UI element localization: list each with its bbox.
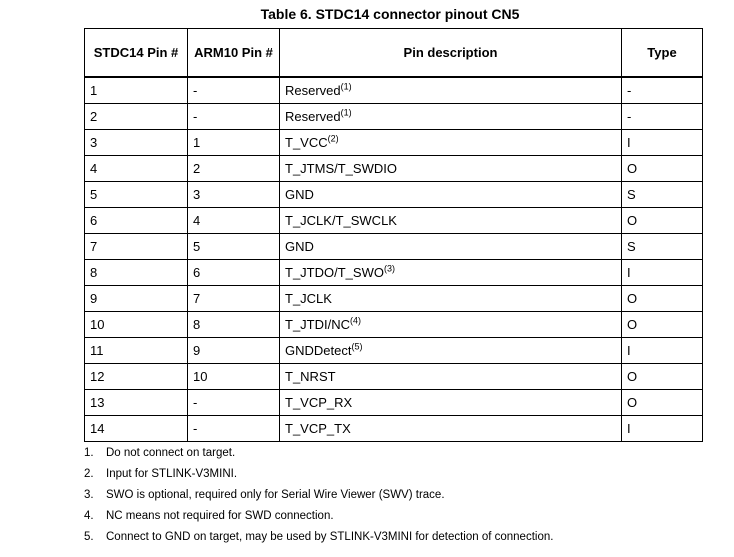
cell-arm10-pin: 10: [188, 364, 280, 390]
cell-pin-description: [280, 208, 622, 234]
pin-description-text: T_JTMS/T_SWDIO: [285, 160, 397, 176]
cell-stdc14-pin: 6: [85, 208, 188, 234]
pin-description-text: T_NRST: [285, 368, 336, 384]
cell-type: I: [622, 130, 703, 156]
cell-pin-description: [280, 156, 622, 182]
pin-description-text: T_JTDI/NC: [285, 316, 350, 332]
cell-type: O: [622, 208, 703, 234]
cell-pin-description: [280, 104, 622, 130]
cell-pin-description: [280, 130, 622, 156]
table-row: [85, 260, 703, 286]
table-row: [85, 208, 703, 234]
table-row: [85, 286, 703, 312]
cell-pin-description: [280, 338, 622, 364]
footnote-ref: (1): [340, 107, 352, 118]
cell-type: S: [622, 182, 703, 208]
pin-description-text: T_JCLK: [285, 290, 332, 306]
header-pin-description: Pin description: [280, 29, 622, 78]
table-row: [85, 234, 703, 260]
footnote-item: [84, 466, 553, 487]
cell-stdc14-pin: 8: [85, 260, 188, 286]
pin-description-text: T_JCLK/T_SWCLK: [285, 212, 397, 228]
cell-stdc14-pin: 4: [85, 156, 188, 182]
cell-type: O: [622, 312, 703, 338]
table-row: [85, 390, 703, 416]
cell-arm10-pin: 3: [188, 182, 280, 208]
footnote-text: Do not connect on target.: [106, 447, 236, 459]
cell-type: O: [622, 156, 703, 182]
footnote-number: 4.: [84, 510, 94, 522]
footnote-text: Input for STLINK-V3MINI.: [106, 468, 238, 480]
footnote-ref: (5): [351, 341, 363, 352]
cell-type: -: [622, 104, 703, 130]
cell-pin-description: [280, 286, 622, 312]
pin-description-text: T_VCC: [285, 134, 328, 150]
cell-pin-description: [280, 312, 622, 338]
footnote-item: [84, 529, 553, 550]
cell-pin-description: [280, 416, 622, 442]
cell-pin-description: [280, 77, 622, 104]
pin-description-text: GND: [285, 238, 314, 254]
cell-arm10-pin: 1: [188, 130, 280, 156]
cell-arm10-pin: 6: [188, 260, 280, 286]
footnote-text: SWO is optional, required only for Serial Wire Viewer (SWV) trace.: [106, 489, 445, 501]
cell-type: I: [622, 416, 703, 442]
cell-stdc14-pin: 12: [85, 364, 188, 390]
footnote-ref: (3): [383, 263, 395, 274]
cell-stdc14-pin: 5: [85, 182, 188, 208]
pinout-table-body: [85, 77, 703, 442]
cell-type: O: [622, 390, 703, 416]
cell-type: I: [622, 338, 703, 364]
pin-description-text: Reserved: [285, 82, 341, 98]
table-row: [85, 130, 703, 156]
footnote-item: [84, 445, 553, 466]
cell-arm10-pin: -: [188, 77, 280, 104]
pin-description-text: T_JTDO/T_SWO: [285, 264, 384, 280]
table-row: [85, 312, 703, 338]
cell-type: O: [622, 286, 703, 312]
pin-description-text: T_VCP_RX: [285, 394, 353, 410]
cell-arm10-pin: 9: [188, 338, 280, 364]
cell-arm10-pin: 8: [188, 312, 280, 338]
cell-type: I: [622, 260, 703, 286]
table-footnotes: [84, 445, 553, 550]
footnote-ref: (1): [340, 81, 352, 92]
cell-stdc14-pin: 14: [85, 416, 188, 442]
cell-arm10-pin: 2: [188, 156, 280, 182]
footnote-number: 2.: [84, 468, 94, 480]
cell-arm10-pin: -: [188, 104, 280, 130]
header-stdc14-pin: STDC14 Pin #: [85, 29, 188, 78]
cell-type: S: [622, 234, 703, 260]
footnote-number: 3.: [84, 489, 94, 501]
table-caption: Table 6. STDC14 connector pinout CN5: [260, 6, 520, 22]
table-header-row: [85, 29, 703, 78]
table-row: [85, 338, 703, 364]
footnote-ref: (2): [327, 133, 339, 144]
cell-stdc14-pin: 10: [85, 312, 188, 338]
table-row: [85, 364, 703, 390]
footnote-number: 1.: [84, 447, 94, 459]
cell-arm10-pin: 4: [188, 208, 280, 234]
footnote-item: [84, 508, 553, 529]
cell-pin-description: [280, 364, 622, 390]
table-row: [85, 104, 703, 130]
cell-stdc14-pin: 7: [85, 234, 188, 260]
footnote-text: Connect to GND on target, may be used by STLINK-V3MINI for detection of connection.: [106, 531, 554, 543]
cell-pin-description: [280, 260, 622, 286]
header-arm10-pin: ARM10 Pin #: [188, 29, 280, 78]
cell-stdc14-pin: 9: [85, 286, 188, 312]
pinout-table: [84, 28, 703, 442]
footnote-ref: (4): [350, 315, 361, 326]
footnote-number: 5.: [84, 531, 94, 543]
cell-stdc14-pin: 2: [85, 104, 188, 130]
pin-description-text: GNDDetect: [285, 342, 352, 358]
table-row: [85, 156, 703, 182]
cell-pin-description: [280, 390, 622, 416]
cell-arm10-pin: 7: [188, 286, 280, 312]
footnote-item: [84, 487, 553, 508]
cell-stdc14-pin: 11: [85, 338, 188, 364]
header-type: Type: [622, 29, 703, 78]
cell-stdc14-pin: 1: [85, 77, 188, 104]
cell-arm10-pin: 5: [188, 234, 280, 260]
cell-arm10-pin: -: [188, 416, 280, 442]
table-row: [85, 182, 703, 208]
cell-pin-description: [280, 182, 622, 208]
pin-description-text: T_VCP_TX: [285, 420, 351, 436]
pin-description-text: GND: [285, 186, 314, 202]
cell-arm10-pin: -: [188, 390, 280, 416]
table-row: [85, 77, 703, 104]
cell-type: O: [622, 364, 703, 390]
cell-stdc14-pin: 13: [85, 390, 188, 416]
table-row: [85, 416, 703, 442]
footnote-text: NC means not required for SWD connection.: [106, 510, 334, 522]
cell-stdc14-pin: 3: [85, 130, 188, 156]
cell-pin-description: [280, 234, 622, 260]
pin-description-text: Reserved: [285, 108, 341, 124]
cell-type: -: [622, 77, 703, 104]
